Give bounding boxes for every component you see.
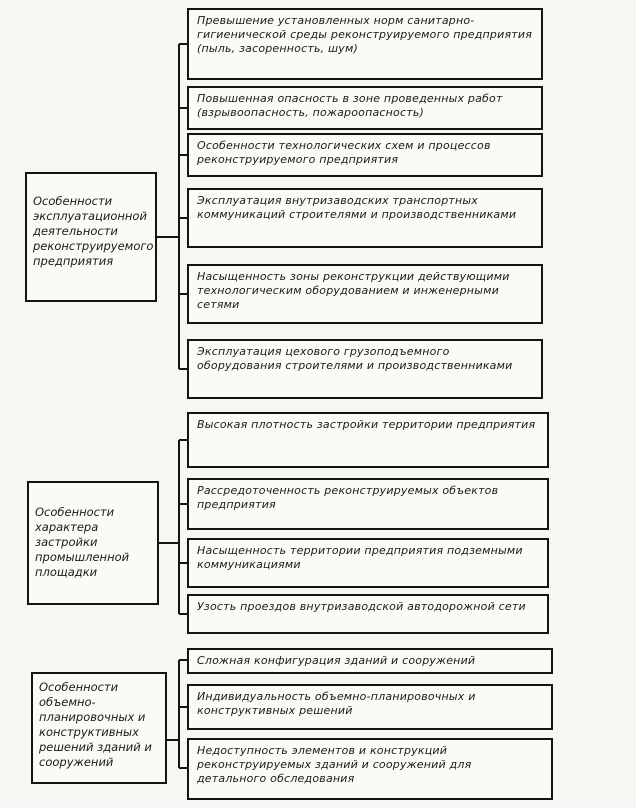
item-transport-comms: Эксплуатация внутризаводских транспортных коммуникаций строителями и производственниками — [187, 188, 543, 248]
item-dispersed-objects: Рассредоточенность реконструируемых объектов предприятия — [187, 478, 549, 530]
item-individual-solutions: Индивидуальность объемно-планировочных и конструктивных решений — [187, 684, 553, 730]
item-danger-zone: Повышенная опасность в зоне проведенных работ (взрывоопасность, пожароопасность) — [187, 86, 543, 130]
item-equipment-saturation: Насыщенность зоны реконструкции действующими технологическим оборудованием и инженерными сетями — [187, 264, 543, 324]
item-inaccessible-elements: Недоступность элементов и конструкций реконструируемых зданий и сооружений для детального обследования — [187, 738, 553, 800]
item-building-density: Высокая плотность застройки территории предприятия — [187, 412, 549, 468]
group-label-planning-solutions: Особенности объемно-планировочных и конструктивных решений зданий и сооружений — [31, 672, 167, 784]
group-label-operation: Особенности эксплуатационной деятельности реконструируемого предприятия — [25, 172, 157, 302]
item-sanitary-norms: Превышение установленных норм санитарно-гигиенической среды реконструируемого предприятия (пыль, засоренность, шум) — [187, 8, 543, 80]
item-underground-comms: Насыщенность территории предприятия подземными коммуникациями — [187, 538, 549, 588]
group-label-site-layout: Особенности характера застройки промышленной площадки — [27, 481, 159, 605]
item-narrow-roads: Узость проездов внутризаводской автодорожной сети — [187, 594, 549, 634]
item-lifting-equipment: Эксплуатация цехового грузоподъемного оборудования строителями и производственниками — [187, 339, 543, 399]
item-complex-configuration: Сложная конфигурация зданий и сооружений — [187, 648, 553, 674]
item-tech-schemes: Особенности технологических схем и процессов реконструируемого предприятия — [187, 133, 543, 177]
